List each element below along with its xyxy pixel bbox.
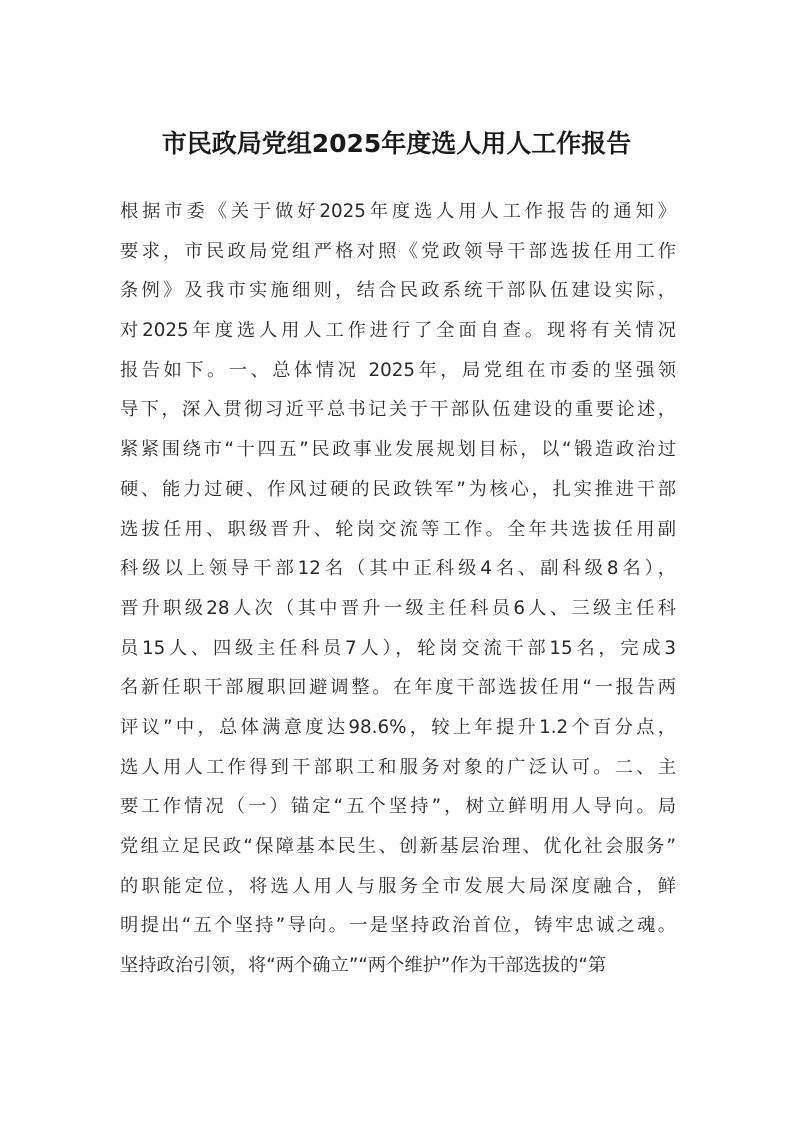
body-line: 的职能定位，将选人用人与服务全市发展大局深度融合，鲜 (120, 875, 676, 897)
body-line: 名新任职干部履职回避调整。在年度干部选拔任用“一报告两 (120, 677, 676, 699)
body-line: 要工作情况（一）锚定“五个坚持”，树立鲜明用人导向。局 (120, 796, 676, 818)
body-line: 晋升职级28人次（其中晋升一级主任科员6人、三级主任科 (120, 597, 676, 619)
body-line: 根据市委《关于做好2025年度选人用人工作报告的通知》 (120, 201, 676, 222)
body-line: 党组立足民政“保障基本民生、创新基层治理、优化社会服务” (120, 836, 676, 857)
body-line: 硬、能力过硬、作风过硬的民政铁军”为核心，扎实推进干部 (120, 478, 676, 500)
body-line: 坚持政治引领，将“两个确立”“两个维护”作为干部选拔的“第 (120, 955, 607, 977)
body-line: 紧紧围绕市“十四五”民政事业发展规划目标，以“锻造政治过 (120, 439, 676, 461)
body-line: 条例》及我市实施细则，结合民政系统干部队伍建设实际， (120, 280, 676, 302)
document-body (120, 192, 676, 986)
body-line: 明提出“五个坚持”导向。一是坚持政治首位，铸牢忠诚之魂。 (120, 915, 676, 937)
body-line: 选拔任用、职级晋升、轮岗交流等工作。全年共选拔任用副 (120, 518, 676, 540)
body-line: 选人用人工作得到干部职工和服务对象的广泛认可。二、主 (120, 756, 676, 778)
body-line: 员15人、四级主任科员7人），轮岗交流干部15名，完成3 (120, 637, 676, 659)
body-line: 要求，市民政局党组严格对照《党政领导干部选拔任用工作 (120, 240, 676, 262)
body-line: 评议”中，总体满意度达98.6%，较上年提升1.2个百分点， (120, 716, 676, 738)
body-line: 导下，深入贯彻习近平总书记关于干部队伍建设的重要论述， (120, 399, 676, 421)
body-line: 对2025年度选人用人工作进行了全面自查。现将有关情况 (120, 320, 676, 342)
body-line: 科级以上领导干部12名（其中正科级4名、副科级8名）， (120, 558, 676, 580)
document-title: 市民政局党组2025年度选人用人工作报告 (161, 129, 632, 158)
body-line: 报告如下。一、总体情况 2025年，局党组在市委的坚强领 (120, 359, 676, 381)
